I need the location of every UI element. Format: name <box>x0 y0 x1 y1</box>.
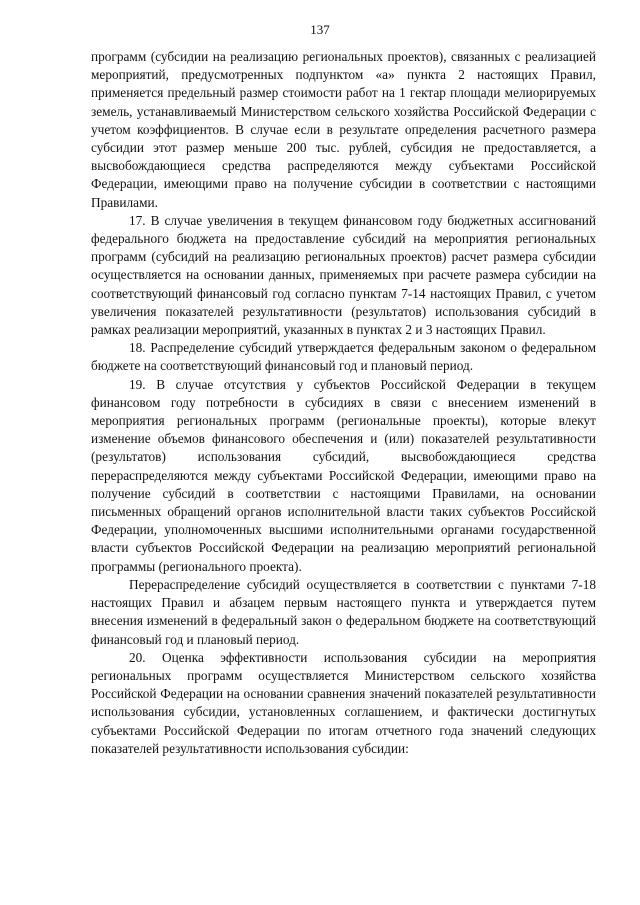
page-number: 137 <box>310 22 330 37</box>
document-body <box>91 48 596 758</box>
paragraph-item-18: 18. Распределение субсидий утверждается федеральным законом о федеральном бюджете на соответствующий финансовый год и плановый период. <box>91 340 596 374</box>
paragraph-continuation: программ (субсидии на реализацию региональных проектов), связанных с реализацией мероприятий, предусмотренных подпунктом «а» пункта 2 настоящих Правил, применяется предельный размер стоимости работ на 1 гектар площади мелиорируемых земель, устанавливаемый Министерством сельского хозяйства Российской Федерации с учетом коэффициентов. В случае если в результате определения расчетного размера субсидии этот размер меньше 200 тыс. рублей, субсидия не предоставляется, а высвобождающиеся средства распределяются между субъектами Российской Федерации, имеющими право на получение субсидии в соответствии с настоящими Правилами. <box>91 49 596 210</box>
paragraph-item-20: 20. Оценка эффективности использования субсидии на мероприятия региональных программ осуществляется Министерством сельского хозяйства Российской Федерации на основании сравнения значений показателей результативности использования субсидии, установленных соглашением, и фактически достигнутых субъектами Российской Федерации по итогам отчетного года значений следующих показателей результативности использования субсидии: <box>91 649 596 756</box>
paragraph-item-17: 17. В случае увеличения в текущем финансовом году бюджетных ассигнований федерального бюджета на предоставление субсидий на мероприятия региональных программ (субсидий на реализацию региональных проектов) расчет размера субсидии осуществляется на основании данных, применяемых при расчете размера субсидии на соответствующий финансовый год согласно пунктам 7-14 настоящих Правил, с учетом увеличения показателей результативности (результатов) использования субсидий в рамках реализации мероприятий, указанных в пунктах 2 и 3 настоящих Правил. <box>91 212 596 338</box>
paragraph-redistribution: Перераспределение субсидий осуществляется в соответствии с пунктами 7-18 настоящих Правил и абзацем первым настоящего пункта и утверждается путем внесения изменений в федеральный закон о федеральном бюджете на соответствующий финансовый год и плановый период. <box>91 576 596 647</box>
paragraph-item-19: 19. В случае отсутствия у субъектов Российской Федерации в текущем финансовом году потребности в субсидиях в связи с внесением изменений в мероприятия региональных программ (региональные проекты), которые влекут изменение объемов финансового обеспечения и (или) показателей результативности (результатов) использования субсидий, высвобождающиеся средства перераспределяются между субъектами Российской Федерации, имеющими право на получение субсидий в соответствии с настоящими Правилами, на основании письменных обращений органов исполнительной власти таких субъектов Российской Федерации, уполномоченных высшими исполнительными органами государственной власти субъектов Российской Федерации на реализацию мероприятий региональной программы (регионального проекта). <box>91 376 596 574</box>
